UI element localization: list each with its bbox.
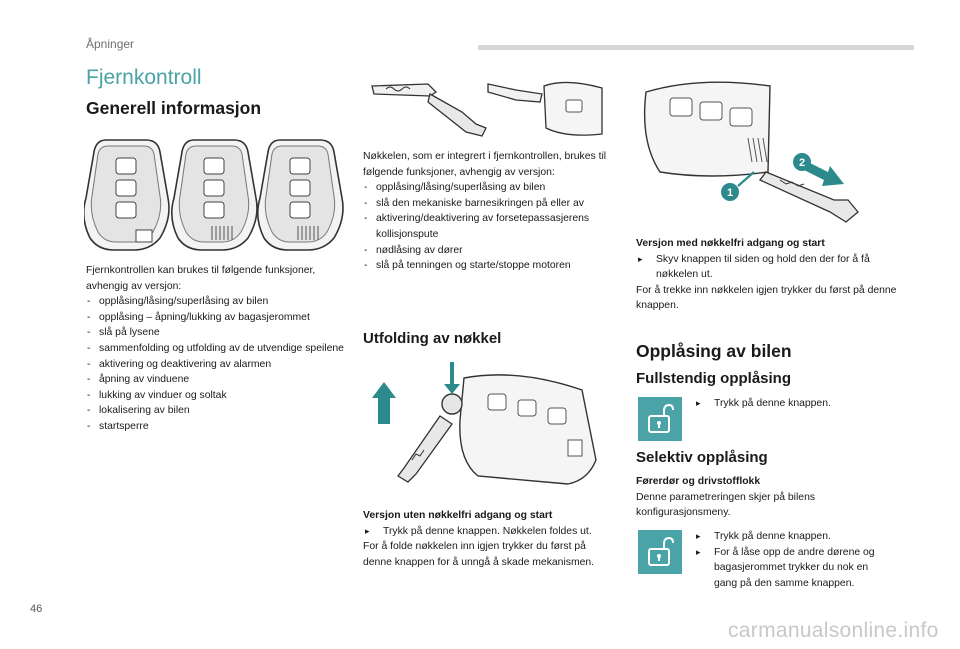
remote-body: [645, 82, 770, 176]
selective-unlock-heading: Selektiv opplåsing: [636, 449, 768, 466]
list-item: - slå på lysene: [86, 325, 348, 341]
unfold-note: For å folde nøkkelen inn igjen trykker du først på denne knappen for å unngå å skade mekanismen.: [363, 541, 595, 568]
list-item: - opplåsing/låsing/superlåsing av bilen: [86, 294, 348, 310]
list-item: ▸ Trykk på denne knappen. Nøkkelen foldes ut.: [363, 524, 609, 540]
selective-description: Denne parametreringen skjer på bilens konfigurasjonsmeny.: [636, 491, 816, 519]
unfold-text: [363, 508, 609, 570]
keyless-note: For å trekke inn nøkkelen igjen trykker du først på denne knappen.: [636, 284, 897, 312]
push-arrow-icon: [372, 382, 396, 424]
watermark: carmanualsonline.info: [728, 619, 939, 642]
keyless-steps: [636, 252, 898, 283]
marker-2-text: 2: [798, 157, 806, 169]
full-unlock-heading: Fullstendig opplåsing: [636, 370, 791, 387]
key-list: [363, 180, 609, 274]
unlock-padlock-icon: [646, 536, 674, 568]
remote-control-c: [258, 140, 343, 250]
remote-controls-illustration: [84, 136, 346, 254]
release-button: [442, 362, 462, 414]
list-item: ▸ Skyv knappen til siden og hold den der for å få nøkkelen ut.: [636, 252, 898, 283]
general-intro: Fjernkontrollen kan brukes til følgende funksjoner, avhengig av versjon:: [86, 265, 316, 292]
list-item: ▸ Trykk på denne knappen.: [694, 529, 894, 545]
list-item: ▸ For å låse opp de andre dørene og bagasjerommet trykker du nok en gang på den samme knappen.: [694, 545, 894, 592]
key-intro: Nøkkelen, som er integrert i fjernkontrollen, brukes til følgende funksjoner, avhengig av versjon:: [363, 151, 607, 178]
list-item: - slå den mekaniske barnesikringen på eller av: [363, 196, 609, 212]
selective-text: [636, 474, 898, 521]
list-item: - slå på tenningen og starte/stoppe motoren: [363, 258, 609, 274]
list-item: - aktivering/deaktivering av forsetepassasjerens kollisjonspute: [363, 211, 609, 242]
remote-control-a: [84, 140, 169, 250]
remote-control-b: [172, 140, 257, 250]
header-rule: [478, 45, 914, 50]
general-text: [86, 263, 348, 435]
general-list: [86, 294, 348, 434]
list-item: - nødlåsing av dører: [363, 243, 609, 259]
unfold-version-label: Versjon uten nøkkelfri adgang og start: [363, 510, 553, 521]
marker-badge-2: [793, 153, 811, 171]
section-title: Åpninger: [86, 37, 135, 51]
list-item: - startsperre: [86, 419, 348, 435]
selective-subheading: Førerdør og drivstofflokk: [636, 476, 761, 487]
full-unlock-text: [694, 396, 894, 412]
key-blade: [398, 416, 452, 482]
unlock-padlock-icon: [646, 403, 674, 435]
list-item: - opplåsing – åpning/lukking av bagasjerommet: [86, 310, 348, 326]
key-blade: [760, 172, 858, 222]
unlock-heading: Opplåsing av bilen: [636, 341, 792, 361]
unfold-key-illustration: [368, 360, 608, 492]
keyless-key-illustration: [640, 72, 888, 234]
page-title: Fjernkontroll: [86, 66, 202, 89]
list-item: - aktivering og deaktivering av alarmen: [86, 357, 348, 373]
unfold-heading: Utfolding av nøkkel: [363, 330, 502, 347]
list-item: - åpning av vinduene: [86, 372, 348, 388]
list-item: - lukking av vinduer og soltak: [86, 388, 348, 404]
full-unlock-steps: [694, 396, 894, 412]
list-item: - opplåsing/låsing/superlåsing av bilen: [363, 180, 609, 196]
keyless-version-label: Versjon med nøkkelfri adgang og start: [636, 238, 825, 249]
key-text: [363, 149, 609, 274]
selective-steps: [694, 529, 894, 591]
unlock-button-icon: [638, 530, 682, 574]
marker-1-text: 1: [726, 187, 734, 199]
list-item: - lokalisering av bilen: [86, 403, 348, 419]
key-blade-left: [372, 84, 486, 136]
list-item: - sammenfolding og utfolding av de utvendige speilene: [86, 341, 348, 357]
page-number: 46: [30, 603, 43, 615]
general-heading: Generell informasjon: [86, 98, 262, 118]
unlock-button-icon: [638, 397, 682, 441]
keyless-text: [636, 236, 898, 314]
key-blade-right: [488, 82, 602, 135]
selective-steps-text: [694, 529, 894, 591]
remote-body: [460, 375, 596, 484]
integrated-key-illustration: [366, 72, 606, 142]
list-item: ▸ Trykk på denne knappen.: [694, 396, 894, 412]
unfold-steps: [363, 524, 609, 540]
